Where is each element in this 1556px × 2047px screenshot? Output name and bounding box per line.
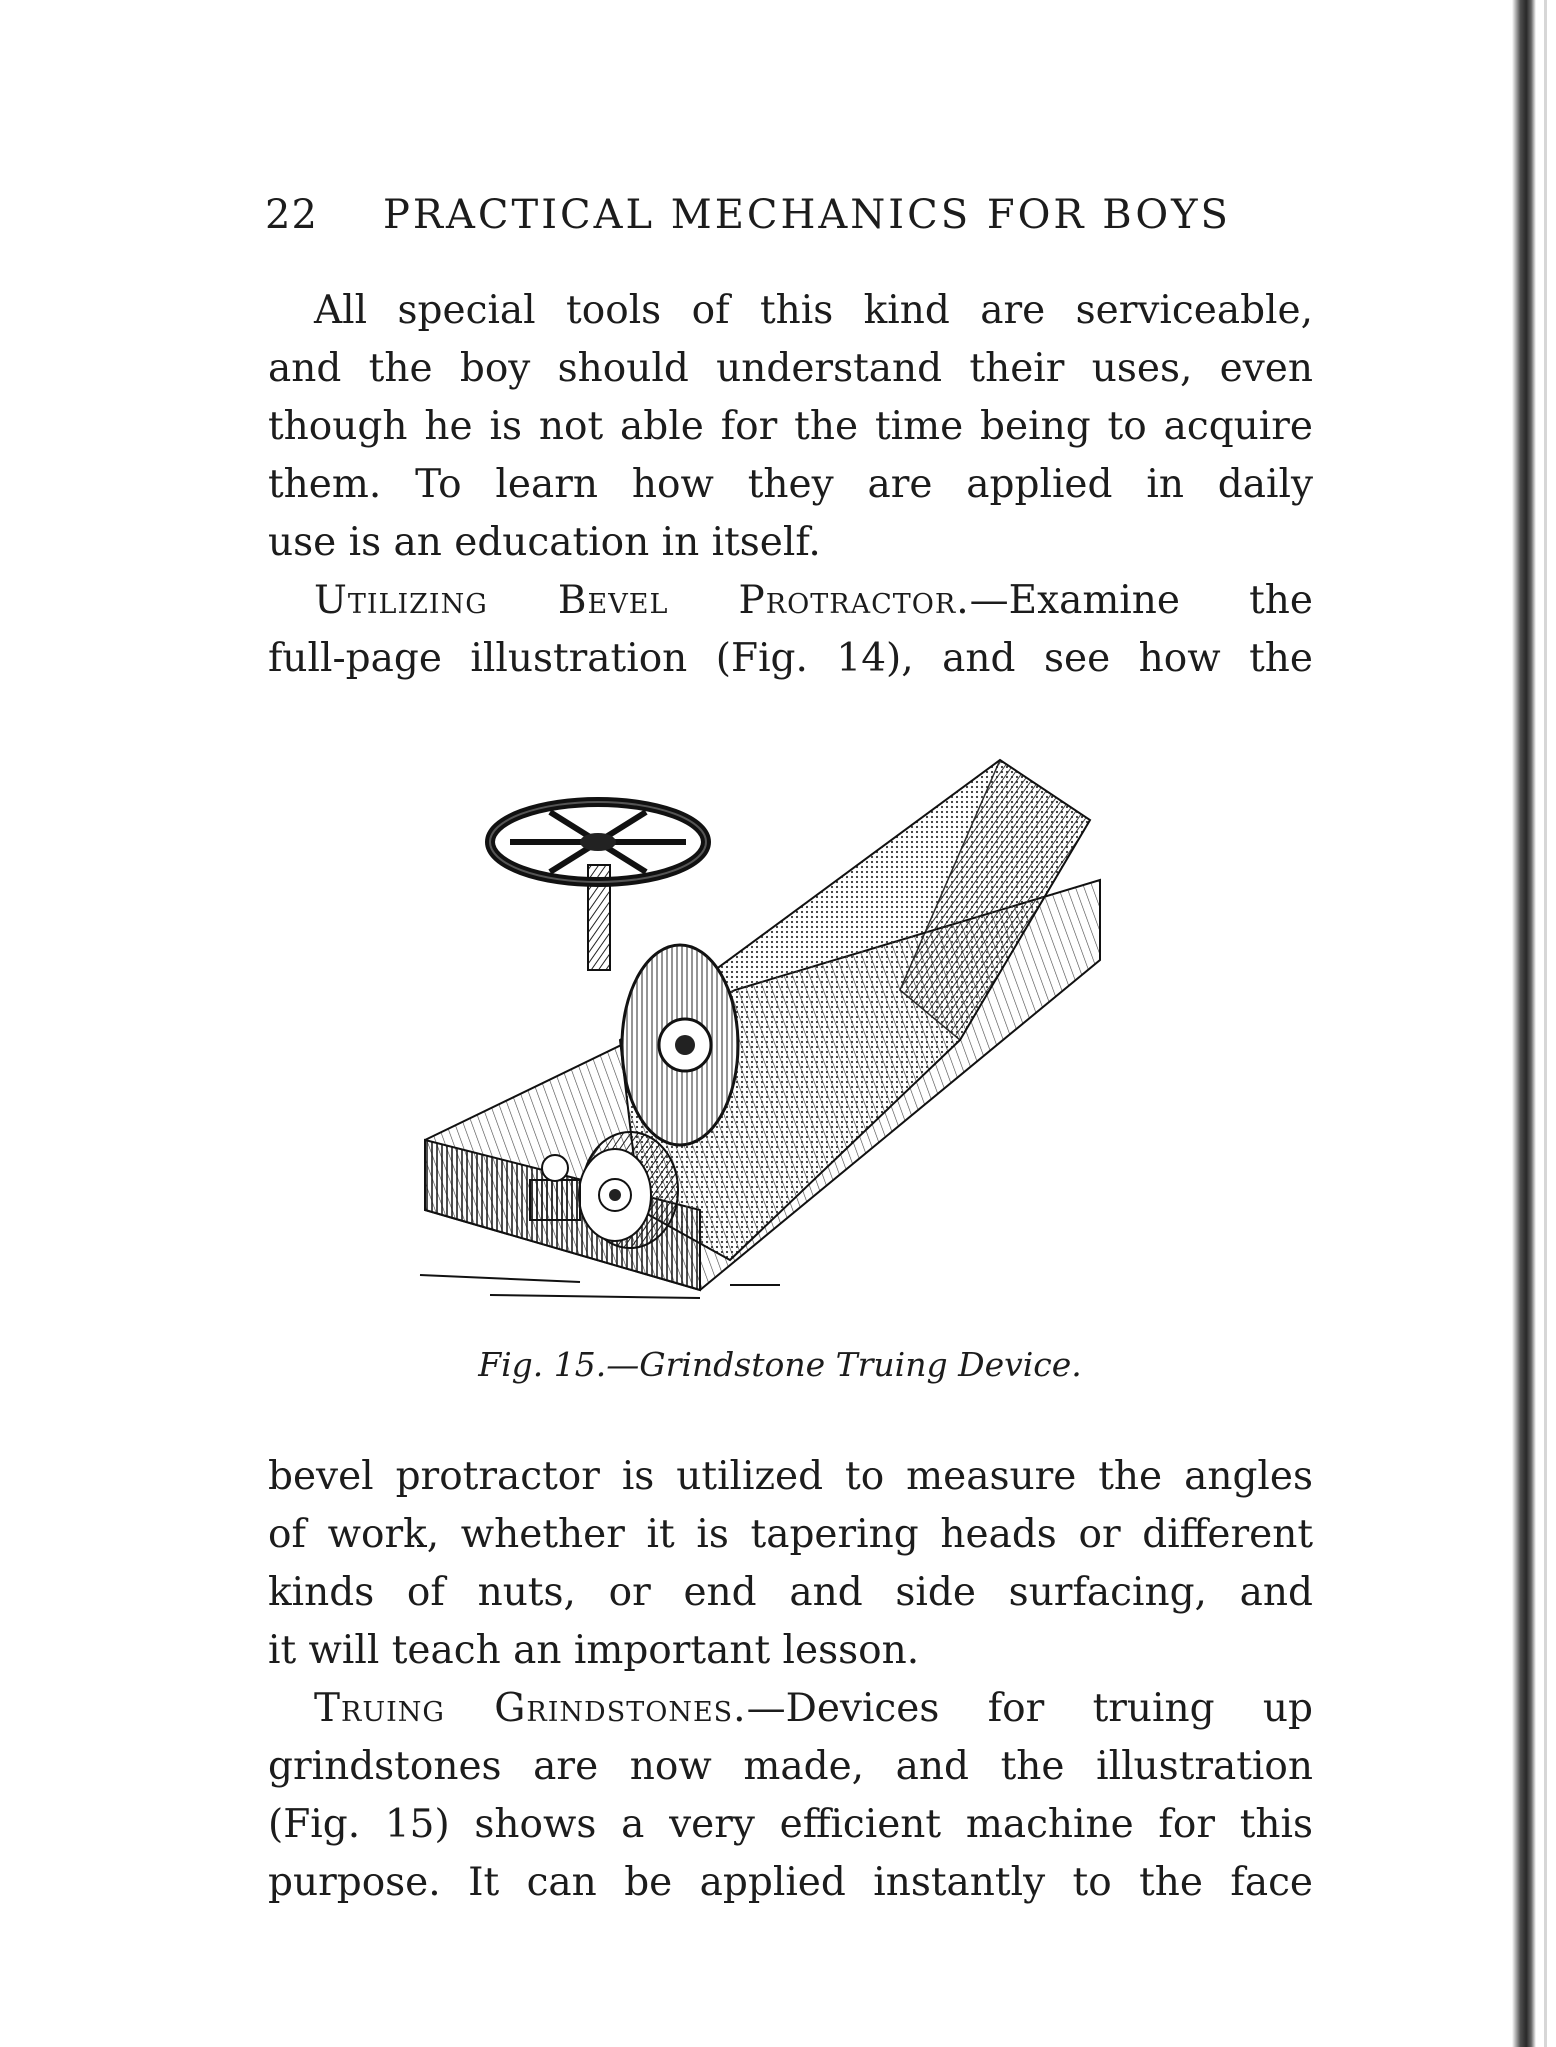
text-line: and the boy should understand their uses, even bbox=[268, 346, 1313, 391]
text-run: —Examine the bbox=[969, 578, 1313, 623]
text-run: —Devices for truing up bbox=[746, 1686, 1313, 1731]
text-line: of work, whether it is tapering heads or different bbox=[268, 1512, 1313, 1557]
text-line: All special tools of this kind are serviceable, bbox=[314, 288, 1313, 333]
text-line: (Fig. 15) shows a very efficient machine for this bbox=[268, 1802, 1313, 1847]
paragraph-3 bbox=[268, 1448, 1313, 1680]
text-line-with-heading bbox=[268, 1680, 1313, 1738]
text-line: purpose. It can be applied instantly to the face bbox=[268, 1860, 1313, 1905]
text-line: full-page illustration (Fig. 14), and see how the bbox=[268, 636, 1313, 681]
book-spine-edge bbox=[1544, 0, 1547, 2047]
section-heading-truing-grindstones: Truing Grindstones. bbox=[314, 1686, 747, 1731]
book-spine-shadow bbox=[1512, 0, 1536, 2047]
text-line: bevel protractor is utilized to measure the angles bbox=[268, 1454, 1313, 1499]
section-heading-utilizing-bevel-protractor: Utilizing Bevel Protractor. bbox=[314, 578, 970, 623]
text-line-with-heading bbox=[268, 572, 1313, 630]
text-line: it will teach an important lesson. bbox=[268, 1628, 920, 1673]
paragraph-1 bbox=[268, 282, 1313, 572]
running-title: PRACTICAL MECHANICS FOR BOYS bbox=[383, 192, 1231, 238]
grindstone-truing-device-illustration bbox=[400, 740, 1160, 1330]
figure-grindstone-truing-device bbox=[400, 740, 1160, 1330]
running-head bbox=[265, 192, 1315, 238]
figure-caption: Fig. 15.—Grindstone Truing Device. bbox=[478, 1345, 1082, 1384]
paragraph-2 bbox=[268, 572, 1313, 688]
page-number: 22 bbox=[265, 192, 318, 238]
paragraph-4 bbox=[268, 1680, 1313, 1912]
text-line: though he is not able for the time being to acquire bbox=[268, 404, 1313, 449]
text-line: grindstones are now made, and the illustration bbox=[268, 1744, 1313, 1789]
text-line: them. To learn how they are applied in daily bbox=[268, 462, 1313, 507]
text-line: use is an education in itself. bbox=[268, 520, 821, 565]
text-line: kinds of nuts, or end and side surfacing, and bbox=[268, 1570, 1313, 1615]
